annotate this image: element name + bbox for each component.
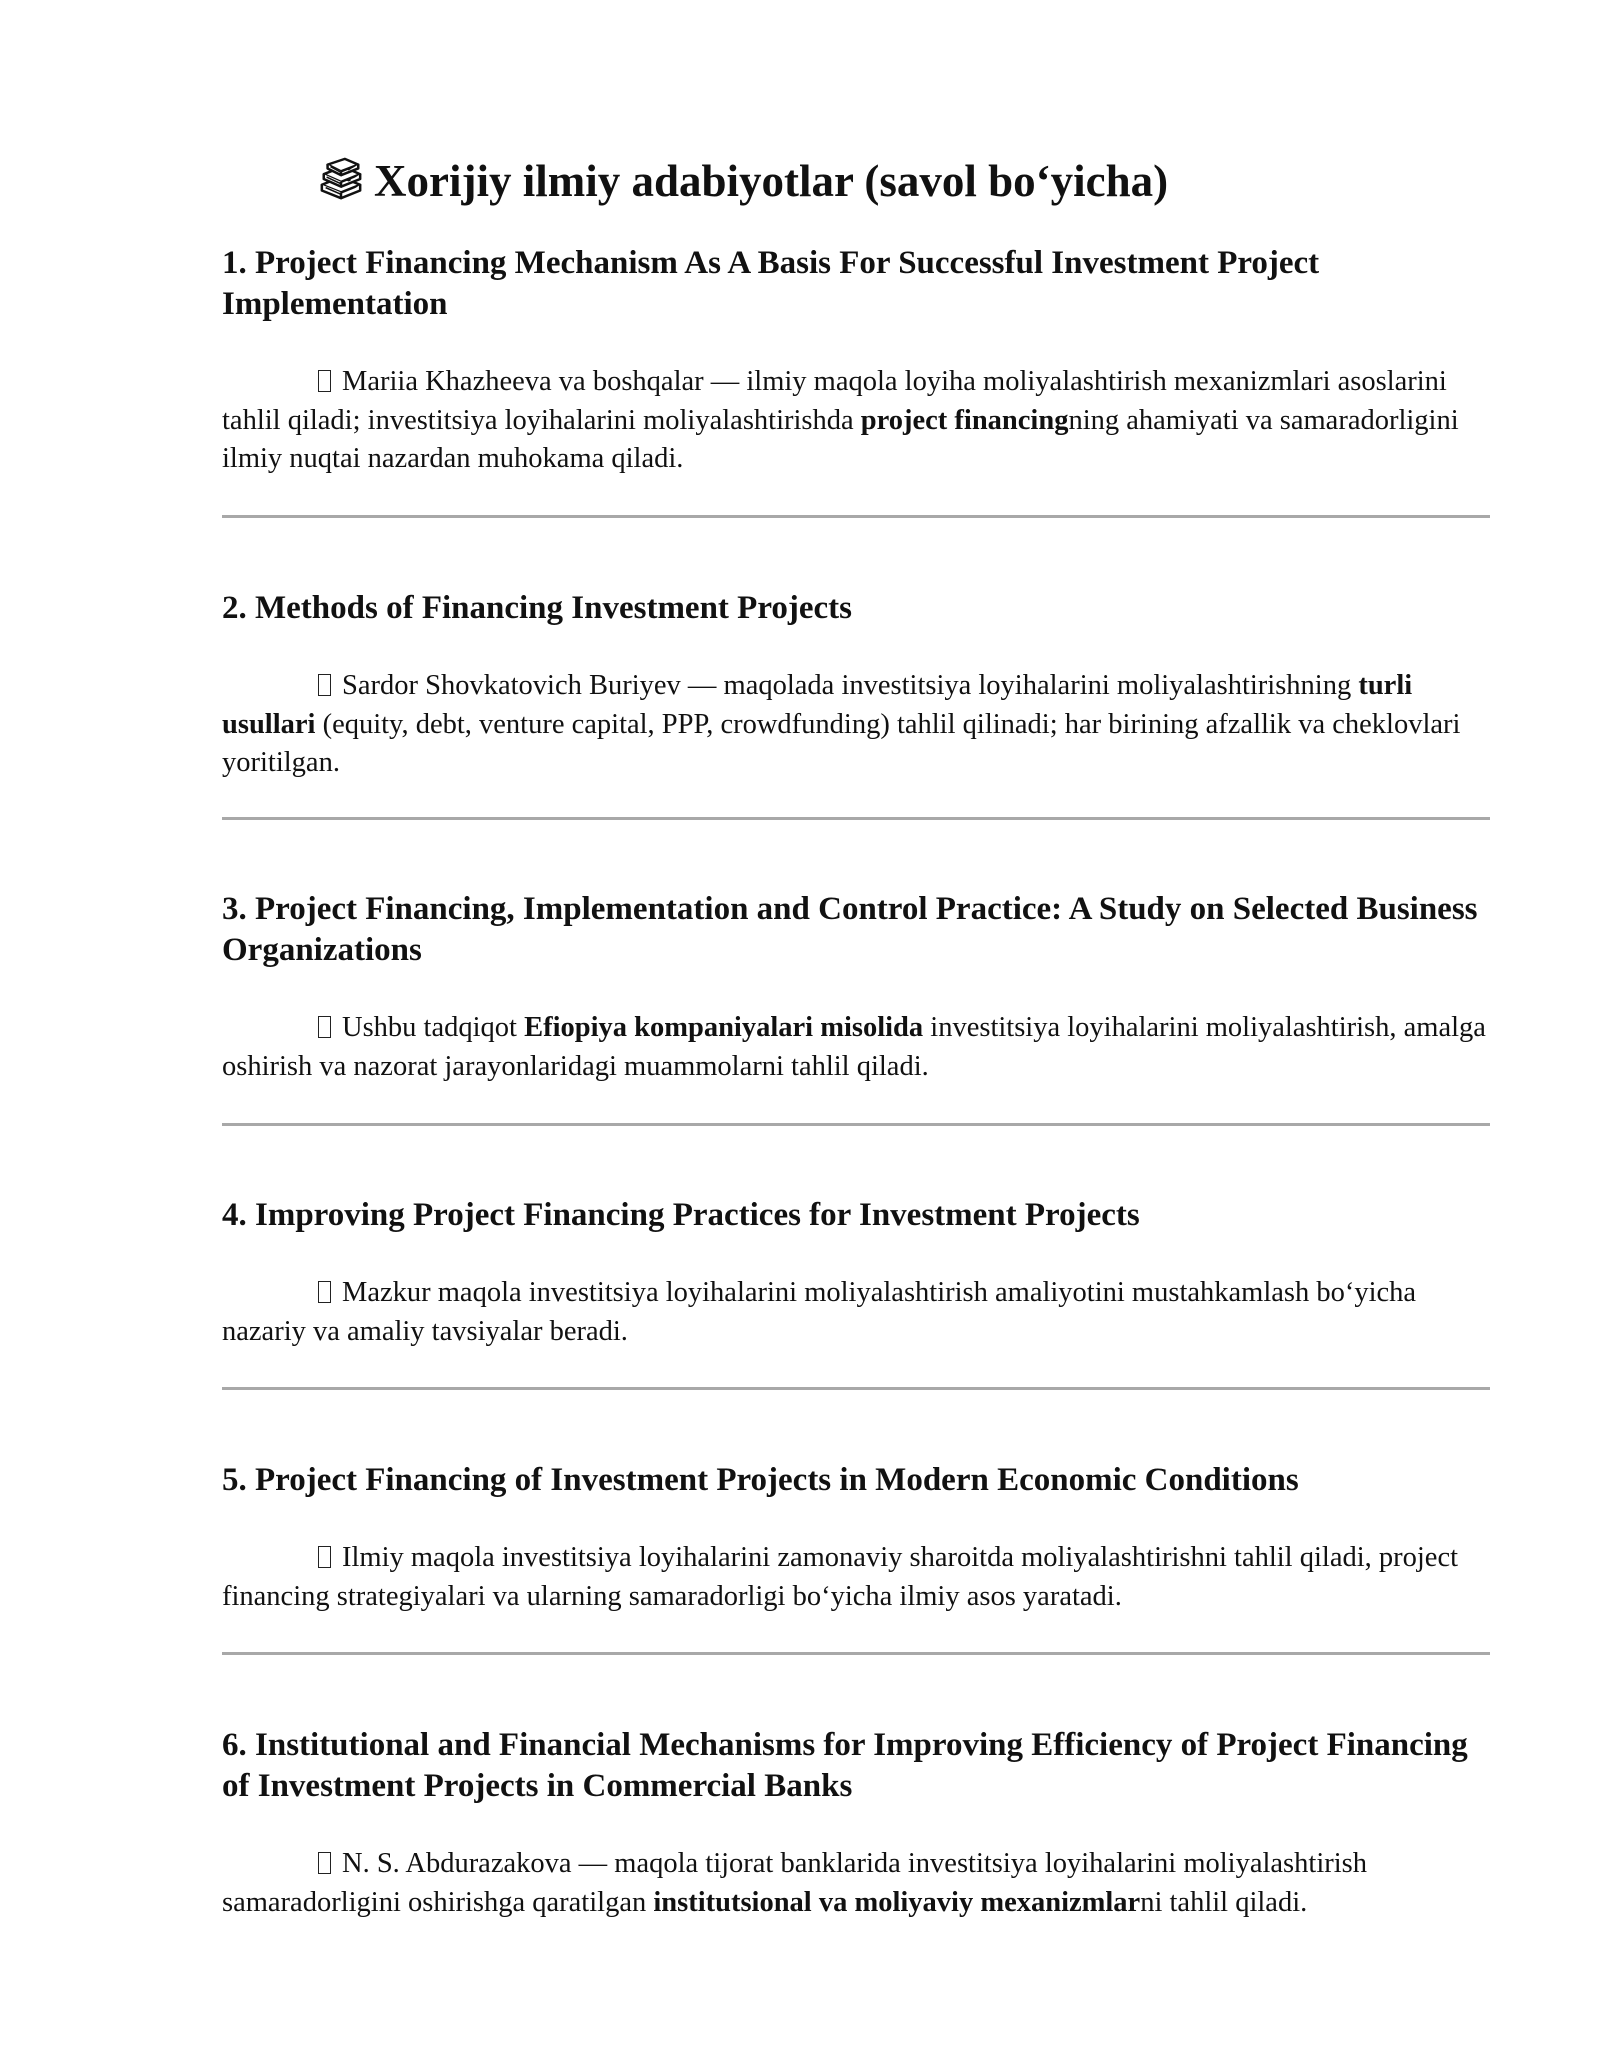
entry-text: ni tahlil qiladi. — [1140, 1886, 1308, 1918]
document-title — [318, 152, 1168, 210]
entry-description — [222, 1009, 1490, 1086]
entry-text: investitsiya loyihalarini moliyalashtirish, amalga oshirish va nazorat jarayonlaridagi muammolarni tahlil qiladi. — [222, 1012, 1486, 1082]
entry-title: 5. Project Financing of Investment Projects in Modern Economic Conditions — [222, 1462, 1299, 1498]
section-divider — [222, 817, 1490, 820]
entry-text: Ushbu tadqiqot — [342, 1012, 525, 1043]
section-divider — [222, 1652, 1490, 1655]
entry-text: (equity, debt, venture capital, PPP, crowdfunding) tahlil qilinadi; har birining afzallik va cheklovlari yoritilgan. — [222, 708, 1461, 778]
entry-description — [222, 363, 1490, 479]
entry-description — [222, 1539, 1490, 1616]
missing-glyph-bullet-icon — [318, 1281, 331, 1303]
literature-entry-3 — [222, 889, 1490, 1086]
literature-entry-2 — [222, 588, 1490, 783]
missing-glyph-bullet-icon — [318, 1016, 331, 1038]
entry-bold-text: turli usullari — [222, 670, 1413, 740]
entry-title: 3. Project Financing, Implementation and Control Practice: A Study on Selected Business Organizations — [222, 891, 1478, 968]
literature-entry-6 — [222, 1725, 1490, 1922]
entry-bold-text: institutsional va moliyaviy mexanizmlar — [653, 1886, 1141, 1918]
entry-title: 4. Improving Project Financing Practices for Investment Projects — [222, 1197, 1140, 1233]
entry-text: Mariia Khazheeva va boshqalar — ilmiy maqola loyiha moliyalashtirish mexanizmlari asoslarini tahlil qiladi; investitsiya loyihalarini moliyalashtirishda — [222, 366, 1447, 436]
section-divider — [222, 1123, 1490, 1126]
entry-title: 6. Institutional and Financial Mechanisms for Improving Efficiency of Project Financing of Investment Projects in Commercial Banks — [222, 1727, 1468, 1804]
entry-text: Mazkur maqola investitsiya loyihalarini moliyalashtirish amaliyotini mustahkamlash bo‘yicha nazariy va amaliy tavsiyalar beradi. — [222, 1277, 1417, 1347]
entry-bold-text: project financing — [860, 404, 1069, 436]
missing-glyph-bullet-icon — [318, 1546, 331, 1568]
section-divider — [222, 515, 1490, 518]
entry-description — [222, 1274, 1490, 1351]
entry-title: 1. Project Financing Mechanism As A Basis For Successful Investment Project Implementation — [222, 245, 1320, 322]
missing-glyph-bullet-icon — [318, 370, 331, 392]
literature-entry-4 — [222, 1195, 1490, 1351]
entry-text: ning ahamiyati va samaradorligini ilmiy nuqtai nazardan muhokama qiladi. — [222, 404, 1459, 474]
section-divider — [222, 1387, 1490, 1390]
books-icon — [318, 156, 364, 202]
entry-text: Ilmiy maqola investitsiya loyihalarini zamonaviy sharoitda moliyalashtirishni tahlil qiladi, project financing strategiyalari va ularning samaradorligi bo‘yicha ilmiy asos yaratadi. — [222, 1542, 1459, 1612]
missing-glyph-bullet-icon — [318, 674, 331, 696]
literature-entry-1 — [222, 243, 1490, 479]
entry-bold-text: Efiopiya kompaniyalari misolida — [524, 1012, 924, 1043]
literature-entry-5 — [222, 1460, 1490, 1616]
entry-description — [222, 667, 1490, 783]
entry-description — [222, 1845, 1490, 1922]
entry-text: N. S. Abdurazakova — maqola tijorat banklarida investitsiya loyihalarini moliyalashtirish samaradorligini oshirishga qaratilgan — [222, 1848, 1367, 1918]
missing-glyph-bullet-icon — [318, 1852, 331, 1874]
entry-text: Sardor Shovkatovich Buriyev — maqolada investitsiya loyihalarini moliyalashtirishning — [342, 670, 1359, 701]
document-title-text: Xorijiy ilmiy adabiyotlar (savol bo‘yicha) — [374, 156, 1169, 206]
entry-title: 2. Methods of Financing Investment Projects — [222, 590, 852, 626]
